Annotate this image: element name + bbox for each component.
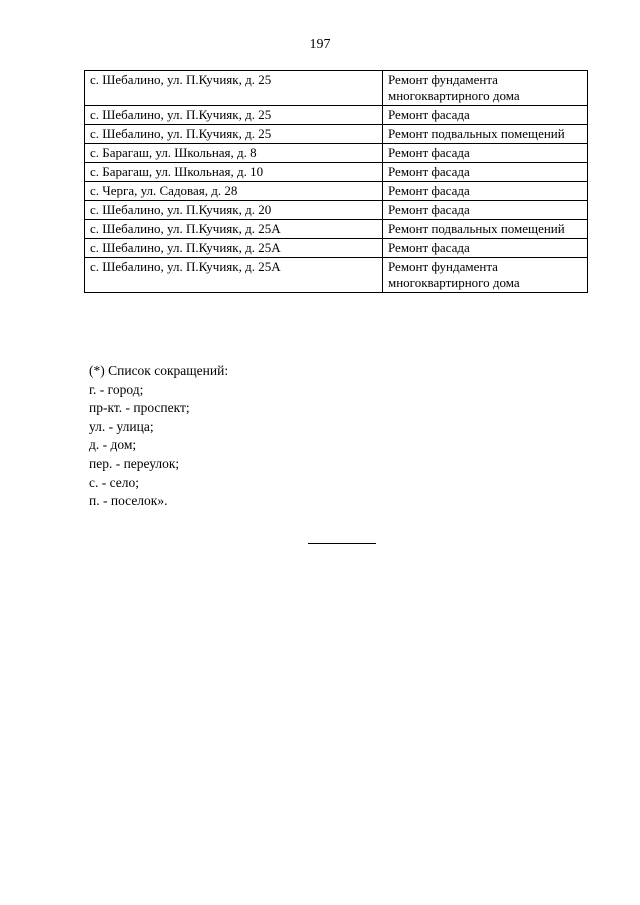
address-cell: с. Шебалино, ул. П.Кучияк, д. 25А [85,258,383,293]
abbreviation-item: г. - город; [89,381,144,397]
table-row [85,201,588,220]
work-cell: Ремонт фасада [383,144,588,163]
address-work-table [84,70,588,293]
address-cell: с. Шебалино, ул. П.Кучияк, д. 25 [85,71,383,106]
table-row [85,258,588,293]
address-cell: с. Барагаш, ул. Школьная, д. 8 [85,144,383,163]
table-row [85,71,588,106]
table-row [85,182,588,201]
work-cell: Ремонт фасада [383,201,588,220]
address-cell: с. Черга, ул. Садовая, д. 28 [85,182,383,201]
page-number: 197 [309,37,331,52]
abbreviation-item: пр-кт. - проспект; [89,400,190,416]
table-row [85,106,588,125]
table-row [85,163,588,182]
work-cell: Ремонт подвальных помещений [383,125,588,144]
work-cell: Ремонт фундамента многоквартирного дома [383,71,588,106]
work-cell: Ремонт фасада [383,106,588,125]
abbreviation-item: д. - дом; [89,437,137,453]
address-cell: с. Шебалино, ул. П.Кучияк, д. 25А [85,239,383,258]
abbreviation-item: с. - село; [89,474,139,490]
table-row [85,125,588,144]
abbreviation-item: п. - поселок». [89,493,168,509]
work-cell: Ремонт фасада [383,163,588,182]
work-cell: Ремонт подвальных помещений [383,220,588,239]
table-row [85,220,588,239]
abbreviations-footnote [89,362,228,511]
work-cell: Ремонт фасада [383,182,588,201]
work-cell: Ремонт фундамента многоквартирного дома [383,258,588,293]
address-cell: с. Шебалино, ул. П.Кучияк, д. 25А [85,220,383,239]
address-cell: с. Шебалино, ул. П.Кучияк, д. 25 [85,106,383,125]
address-cell: с. Шебалино, ул. П.Кучияк, д. 25 [85,125,383,144]
abbreviation-item: пер. - переулок; [89,455,180,471]
work-cell: Ремонт фасада [383,239,588,258]
address-cell: с. Шебалино, ул. П.Кучияк, д. 20 [85,201,383,220]
abbreviations-title: (*) Список сокращений: [89,363,229,378]
address-cell: с. Барагаш, ул. Школьная, д. 10 [85,163,383,182]
table-row [85,144,588,163]
end-divider-line [308,543,376,544]
table-row [85,239,588,258]
abbreviation-item: ул. - улица; [89,418,154,434]
